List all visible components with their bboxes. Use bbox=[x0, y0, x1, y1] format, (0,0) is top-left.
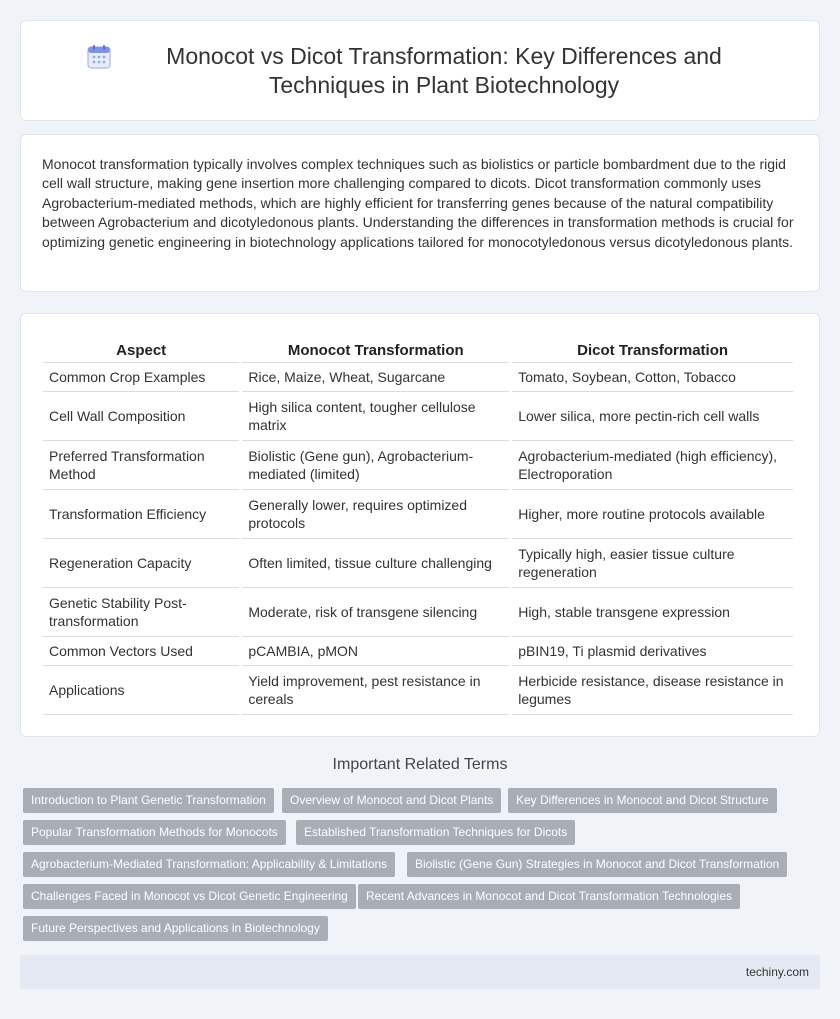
table-cell: pBIN19, Ti plasmid derivatives bbox=[512, 637, 793, 666]
title-card bbox=[20, 20, 820, 121]
intro-card bbox=[20, 134, 820, 292]
table-cell: High, stable transgene expression bbox=[512, 588, 793, 637]
related-term-tag[interactable]: Overview of Monocot and Dicot Plants bbox=[282, 788, 501, 813]
comparison-table-card bbox=[20, 313, 820, 737]
table-cell: Herbicide resistance, disease resistance in legumes bbox=[512, 666, 793, 715]
table-cell: pCAMBIA, pMON bbox=[242, 637, 509, 666]
table-cell: Common Crop Examples bbox=[43, 363, 239, 392]
table-header-row bbox=[43, 332, 793, 363]
table-cell: Cell Wall Composition bbox=[43, 392, 239, 441]
related-term-tag[interactable]: Introduction to Plant Genetic Transformation bbox=[23, 788, 274, 813]
footer bbox=[20, 955, 820, 989]
calendar-icon bbox=[86, 44, 112, 70]
table-cell: Transformation Efficiency bbox=[43, 490, 239, 539]
table-row bbox=[43, 392, 793, 441]
related-terms-heading: Important Related Terms bbox=[332, 756, 508, 773]
related-term-tag[interactable]: Challenges Faced in Monocot vs Dicot Genetic Engineering bbox=[23, 884, 356, 909]
comparison-table bbox=[40, 332, 796, 715]
table-row bbox=[43, 637, 793, 666]
table-cell: Often limited, tissue culture challenging bbox=[242, 539, 509, 588]
related-term-tag[interactable]: Established Transformation Techniques for Dicots bbox=[296, 820, 575, 845]
table-cell: Preferred Transformation Method bbox=[43, 441, 239, 490]
table-cell: Moderate, risk of transgene silencing bbox=[242, 588, 509, 637]
related-term-tag[interactable]: Popular Transformation Methods for Monocots bbox=[23, 820, 286, 845]
intro-paragraph: Monocot transformation typically involves complex techniques such as biolistics or particle bombardment due to the rigid cell wall structure, making gene insertion more challenging compared to dicots. Dicot transformation commonly uses Agrobacterium-mediated methods, which are highly efficient for transferring genes because of the natural compatibility between Agrobacterium and dicotyledonous plants. Understanding the differences in transformation methods is crucial for optimizing genetic engineering in biotechnology applications tailored for monocotyledonous versus dicotyledonous plants. bbox=[42, 156, 794, 250]
table-cell: Generally lower, requires optimized protocols bbox=[242, 490, 509, 539]
related-term-tag[interactable]: Recent Advances in Monocot and Dicot Transformation Technologies bbox=[358, 884, 740, 909]
table-row bbox=[43, 363, 793, 392]
table-cell: Tomato, Soybean, Cotton, Tobacco bbox=[512, 363, 793, 392]
page-title: Monocot vs Dicot Transformation: Key Differences and Techniques in Plant Biotechnology bbox=[166, 42, 722, 98]
table-cell: Applications bbox=[43, 666, 239, 715]
table-cell: Regeneration Capacity bbox=[43, 539, 239, 588]
table-cell: Agrobacterium-mediated (high efficiency), Electroporation bbox=[512, 441, 793, 490]
table-header-cell: Dicot Transformation bbox=[512, 332, 793, 363]
table-cell: Yield improvement, pest resistance in cereals bbox=[242, 666, 509, 715]
footer-site-link[interactable]: techiny.com bbox=[745, 965, 809, 979]
table-cell: Biolistic (Gene gun), Agrobacterium-mediated (limited) bbox=[242, 441, 509, 490]
table-cell: Lower silica, more pectin-rich cell walls bbox=[512, 392, 793, 441]
table-row bbox=[43, 539, 793, 588]
related-term-tag[interactable]: Future Perspectives and Applications in Biotechnology bbox=[23, 916, 328, 941]
related-term-tag[interactable]: Agrobacterium-Mediated Transformation: Applicability & Limitations bbox=[23, 852, 395, 877]
table-row bbox=[43, 441, 793, 490]
table-header-cell: Aspect bbox=[43, 332, 239, 363]
table-row bbox=[43, 666, 793, 715]
table-row bbox=[43, 490, 793, 539]
table-cell: Typically high, easier tissue culture regeneration bbox=[512, 539, 793, 588]
table-cell: Higher, more routine protocols available bbox=[512, 490, 793, 539]
related-term-tag[interactable]: Biolistic (Gene Gun) Strategies in Monocot and Dicot Transformation bbox=[407, 852, 787, 877]
table-cell: High silica content, tougher cellulose matrix bbox=[242, 392, 509, 441]
table-row bbox=[43, 588, 793, 637]
table-header-cell: Monocot Transformation bbox=[242, 332, 509, 363]
related-term-tag[interactable]: Key Differences in Monocot and Dicot Structure bbox=[508, 788, 777, 813]
table-cell: Rice, Maize, Wheat, Sugarcane bbox=[242, 363, 509, 392]
table-cell: Genetic Stability Post-transformation bbox=[43, 588, 239, 637]
table-cell: Common Vectors Used bbox=[43, 637, 239, 666]
